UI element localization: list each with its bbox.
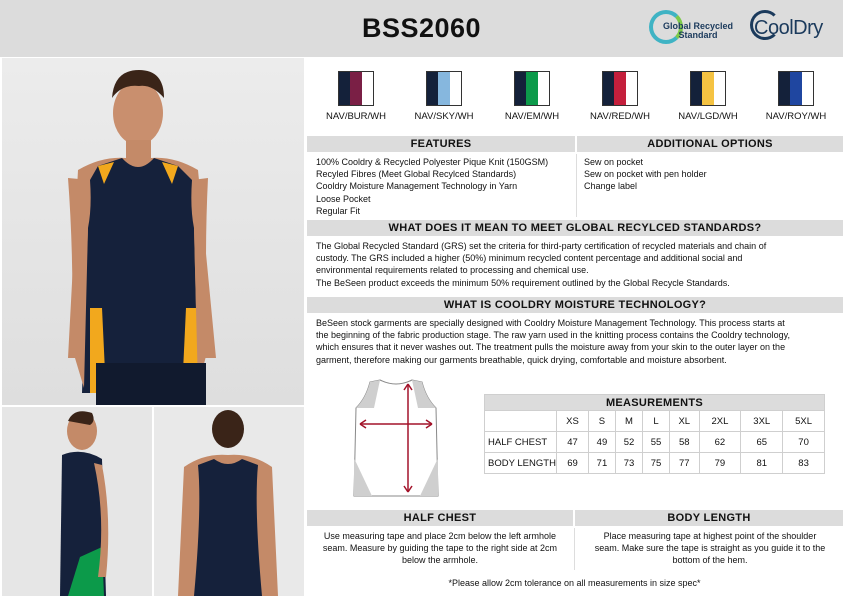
- global-recycled-standard-logo: [646, 8, 734, 48]
- instruction-line: seam. Make sure the tape is straight as you guide it to the: [594, 543, 826, 554]
- header-bar: [0, 0, 843, 57]
- feature-item: Cooldry Moisture Management Technology in Yarn: [316, 181, 518, 192]
- size-header: XL: [670, 411, 699, 432]
- column-divider: [576, 154, 577, 217]
- feature-item: 100% Cooldry & Recycled Polyester Pique Knit (150GSM): [316, 157, 549, 167]
- grs-heading: WHAT DOES IT MEAN TO MEET GLOBAL RECYLCED STANDARDS?: [307, 220, 843, 236]
- size-header: M: [615, 411, 642, 432]
- colour-swatch[interactable]: [602, 71, 638, 106]
- model-front-figure: [2, 58, 304, 405]
- size-header: 5XL: [783, 411, 825, 432]
- option-item: Change label: [584, 181, 638, 192]
- size-header: 3XL: [741, 411, 783, 432]
- table-cell: 55: [643, 432, 670, 453]
- cooldry-heading: WHAT IS COOLDRY MOISTURE TECHNOLOGY?: [307, 297, 843, 313]
- instruction-line: Place measuring tape at highest point of the shoulder: [603, 531, 817, 541]
- colour-swatch-label: NAV/SKY/WH: [414, 111, 474, 122]
- model-side-photo: [2, 407, 152, 596]
- size-header-row: [485, 411, 825, 432]
- column-divider: [574, 528, 575, 570]
- feature-item: Recyled Fibres (Meet Global Recylced Standards): [316, 169, 517, 180]
- table-cell: 73: [615, 453, 642, 474]
- size-header: XS: [557, 411, 589, 432]
- colour-swatch-label: NAV/BUR/WH: [326, 111, 386, 122]
- option-item: Sew on pocket with pen holder: [584, 169, 707, 180]
- option-item: Sew on pocket: [584, 157, 644, 167]
- product-code-title: BSS2060: [361, 13, 482, 43]
- cooldry-line: which ensures that it never washes out. The treatment pulls the moisture away from your skin to the outer layer on the: [316, 342, 786, 353]
- grs-paragraph: [316, 240, 841, 289]
- table-cell: 49: [588, 432, 615, 453]
- grs-logo-text: Global Recycled Standard: [662, 21, 734, 40]
- singlet-measurement-diagram: [350, 378, 442, 498]
- table-cell: 65: [741, 432, 783, 453]
- colour-swatch[interactable]: [690, 71, 726, 106]
- cooldry-line: garment, therefore making our garments breathable, quick drying, comfortable and moisture absorbent.: [316, 354, 727, 365]
- table-row: [485, 453, 825, 474]
- size-header: S: [588, 411, 615, 432]
- cooldry-line: the beginning of the fabric production stage. The raw yarn used in the knitting process contains the Cooldry technology,: [316, 330, 790, 341]
- cooldry-paragraph: [316, 317, 841, 366]
- table-cell: 52: [615, 432, 642, 453]
- additional-options-heading: ADDITIONAL OPTIONS: [577, 136, 843, 152]
- size-header: 2XL: [699, 411, 741, 432]
- table-cell: 83: [783, 453, 825, 474]
- table-cell: 69: [557, 453, 589, 474]
- grs-line: custody. The GRS included a higher (50%) minimum recycled content percentage and additional social and: [316, 253, 743, 264]
- instruction-line: seam. Measure by guiding the tape to the right side at 2cm: [322, 543, 558, 554]
- table-cell: 81: [741, 453, 783, 474]
- row-label: BODY LENGTH: [485, 453, 557, 474]
- instruction-line: below the armhole.: [401, 555, 479, 566]
- instruction-line: Use measuring tape and place 2cm below the left armhole: [323, 531, 557, 541]
- colour-swatch-label: NAV/EM/WH: [504, 111, 560, 122]
- model-side-figure: [2, 407, 152, 596]
- cooldry-logo: [750, 10, 834, 44]
- colour-swatch[interactable]: [338, 71, 374, 106]
- grs-line: The BeSeen product exceeds the minimum 50% requirement outlined by the Global Recycle Standards.: [316, 277, 730, 288]
- colour-swatch-label: NAV/ROY/WH: [765, 111, 827, 122]
- cooldry-logo-text: CoolDry: [754, 17, 823, 39]
- model-back-figure: [154, 407, 304, 596]
- model-back-photo: [154, 407, 304, 596]
- feature-item: Loose Pocket: [316, 193, 371, 204]
- table-cell: 47: [557, 432, 589, 453]
- table-cell: 77: [670, 453, 699, 474]
- additional-options-list: [584, 156, 834, 193]
- grs-line: The Global Recycled Standard (GRS) set the criteria for third-party certification of recycled materials and chain of: [316, 241, 767, 251]
- body-length-heading: BODY LENGTH: [575, 510, 843, 526]
- size-header: L: [643, 411, 670, 432]
- half-chest-heading: HALF CHEST: [307, 510, 573, 526]
- table-row: [485, 432, 825, 453]
- features-heading: FEATURES: [307, 136, 575, 152]
- body-length-instructions: [577, 530, 843, 567]
- half-chest-instructions: [307, 530, 573, 567]
- feature-item: Regular Fit: [316, 205, 361, 216]
- features-list: [316, 156, 574, 217]
- table-cell: 70: [783, 432, 825, 453]
- table-cell: 62: [699, 432, 741, 453]
- table-cell: 71: [588, 453, 615, 474]
- colour-swatch-label: NAV/RED/WH: [590, 111, 650, 122]
- cooldry-line: BeSeen stock garments are specially designed with Cooldry Moisture Management Technology. This process starts at: [316, 318, 785, 328]
- table-cell: 79: [699, 453, 741, 474]
- measurements-heading: MEASUREMENTS: [485, 395, 825, 411]
- table-cell: 58: [670, 432, 699, 453]
- colour-swatch[interactable]: [778, 71, 814, 106]
- corner-cell: [485, 411, 557, 432]
- measurements-table: [484, 394, 825, 474]
- colour-swatch[interactable]: [426, 71, 462, 106]
- grs-line: environmental requirements related to processing and chemical use.: [316, 265, 589, 276]
- colour-swatch[interactable]: [514, 71, 550, 106]
- colour-swatch-label: NAV/LGD/WH: [678, 111, 738, 122]
- row-label: HALF CHEST: [485, 432, 557, 453]
- instruction-line: bottom of the hem.: [672, 555, 748, 566]
- model-front-photo: [2, 58, 304, 405]
- table-cell: 75: [643, 453, 670, 474]
- tolerance-footnote: *Please allow 2cm tolerance on all measurements in size spec*: [448, 578, 701, 588]
